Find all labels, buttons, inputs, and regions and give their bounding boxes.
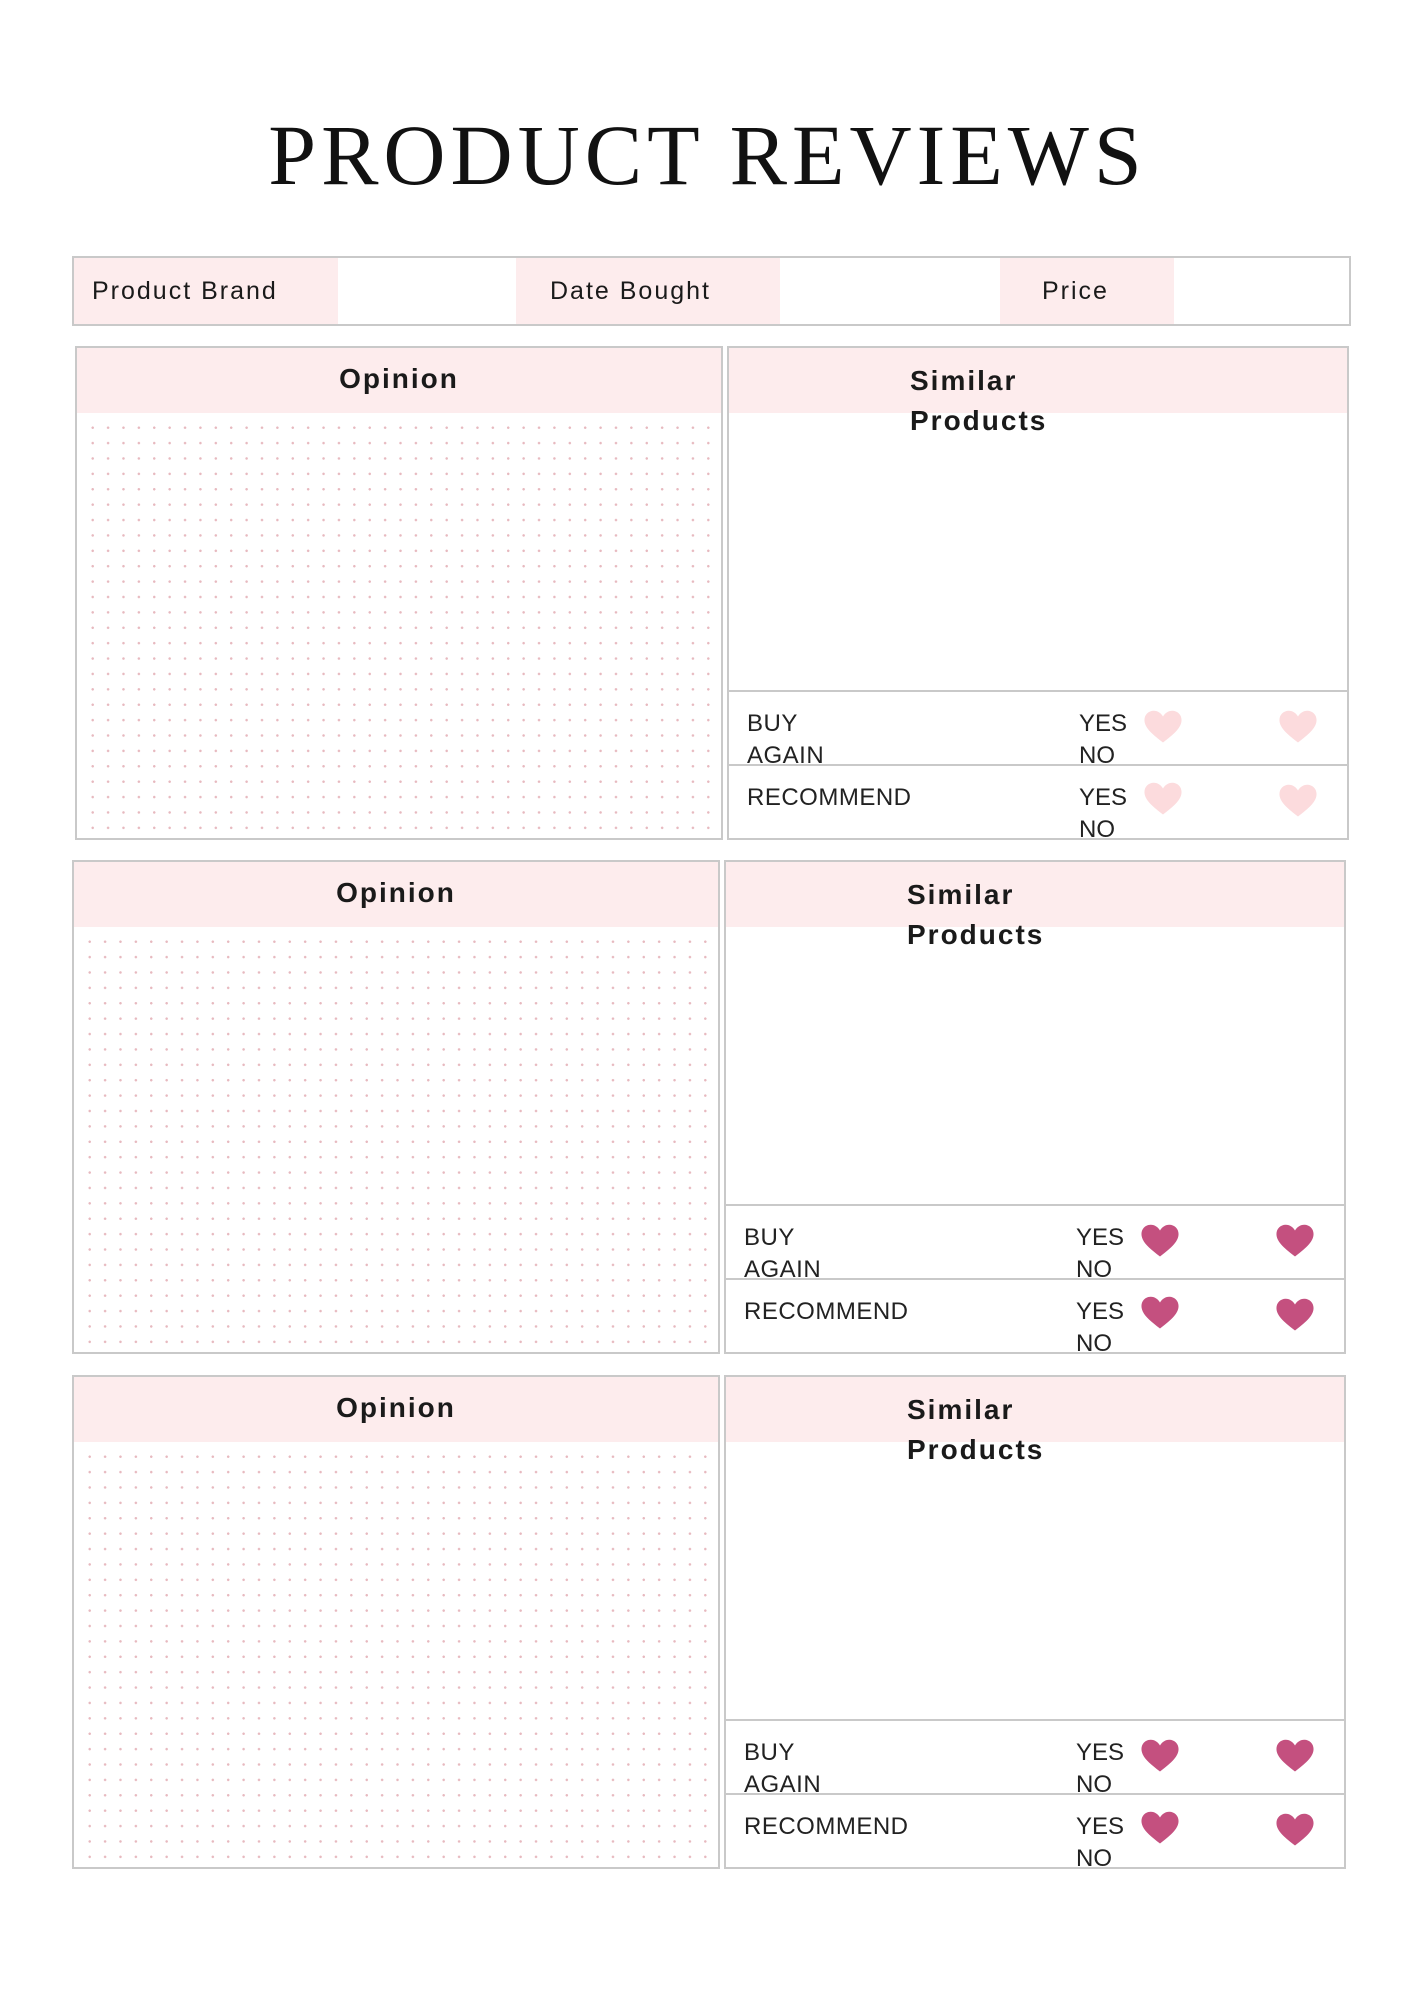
date-bought-label: Date Bought	[516, 258, 780, 324]
dot-grid	[82, 934, 710, 1344]
yes-no-options	[1076, 1222, 1124, 1286]
similar-label: Similar	[910, 365, 1018, 396]
opinion-header: Opinion	[74, 1377, 718, 1442]
buy-again-row	[726, 1719, 1344, 1798]
similar-products-box[interactable]	[724, 860, 1346, 1357]
recommend-row	[726, 1793, 1344, 1872]
heart-icon[interactable]	[1279, 784, 1317, 818]
buy-again-label: BUY AGAIN	[744, 1224, 822, 1283]
no-label: NO	[1076, 1845, 1112, 1872]
opinion-header: Opinion	[77, 348, 721, 413]
opinion-box[interactable]	[72, 860, 720, 1354]
recommend-row	[729, 764, 1347, 843]
yes-no-options	[1076, 1737, 1124, 1801]
no-label: NO	[1079, 816, 1115, 843]
price-label: Price	[1000, 258, 1174, 324]
similar-label: Similar	[907, 879, 1015, 910]
heart-icon[interactable]	[1276, 1224, 1314, 1258]
dot-grid	[85, 420, 713, 830]
products-label: Products	[907, 919, 1045, 950]
heart-icon[interactable]	[1276, 1739, 1314, 1773]
heart-icon[interactable]	[1276, 1298, 1314, 1332]
yes-no-options	[1076, 1296, 1124, 1360]
page-title: PRODUCT REVIEWS	[268, 107, 1147, 203]
yes-label: YES	[1076, 1224, 1125, 1251]
heart-icon[interactable]	[1141, 1224, 1179, 1258]
dot-grid	[82, 1449, 710, 1859]
similar-products-header	[726, 1377, 1344, 1465]
products-label: Products	[910, 405, 1048, 436]
yes-label: YES	[1076, 1739, 1125, 1766]
no-label: NO	[1076, 1771, 1112, 1798]
no-label: NO	[1076, 1330, 1112, 1357]
yes-no-options	[1079, 782, 1127, 846]
buy-again-row	[729, 690, 1347, 769]
no-label: NO	[1079, 742, 1115, 769]
heart-icon[interactable]	[1144, 782, 1182, 816]
products-label: Products	[907, 1434, 1045, 1465]
heart-icon[interactable]	[1144, 710, 1182, 744]
product-info-bar	[72, 256, 1351, 326]
yes-label: YES	[1079, 784, 1128, 811]
similar-products-box[interactable]	[724, 1375, 1346, 1872]
heart-icon[interactable]	[1276, 1813, 1314, 1847]
heart-icon[interactable]	[1279, 710, 1317, 744]
yes-no-options	[1079, 708, 1127, 772]
buy-again-label: BUY AGAIN	[744, 1739, 822, 1798]
heart-icon[interactable]	[1141, 1296, 1179, 1330]
similar-products-header	[726, 862, 1344, 950]
product-brand-label: Product Brand	[74, 258, 338, 324]
no-label: NO	[1076, 1256, 1112, 1283]
buy-again-row	[726, 1204, 1344, 1283]
heart-icon[interactable]	[1141, 1811, 1179, 1845]
similar-products-header	[729, 348, 1347, 436]
recommend-label: RECOMMEND	[747, 784, 912, 811]
yes-label: YES	[1076, 1813, 1125, 1840]
similar-label: Similar	[907, 1394, 1015, 1425]
recommend-label: RECOMMEND	[744, 1813, 909, 1840]
opinion-header: Opinion	[74, 862, 718, 927]
recommend-label: RECOMMEND	[744, 1298, 909, 1325]
heart-icon[interactable]	[1141, 1739, 1179, 1773]
opinion-box[interactable]	[75, 346, 723, 840]
similar-products-box[interactable]	[727, 346, 1349, 843]
recommend-row	[726, 1278, 1344, 1357]
opinion-box[interactable]	[72, 1375, 720, 1869]
yes-label: YES	[1079, 710, 1128, 737]
buy-again-label: BUY AGAIN	[747, 710, 825, 769]
yes-label: YES	[1076, 1298, 1125, 1325]
yes-no-options	[1076, 1811, 1124, 1875]
